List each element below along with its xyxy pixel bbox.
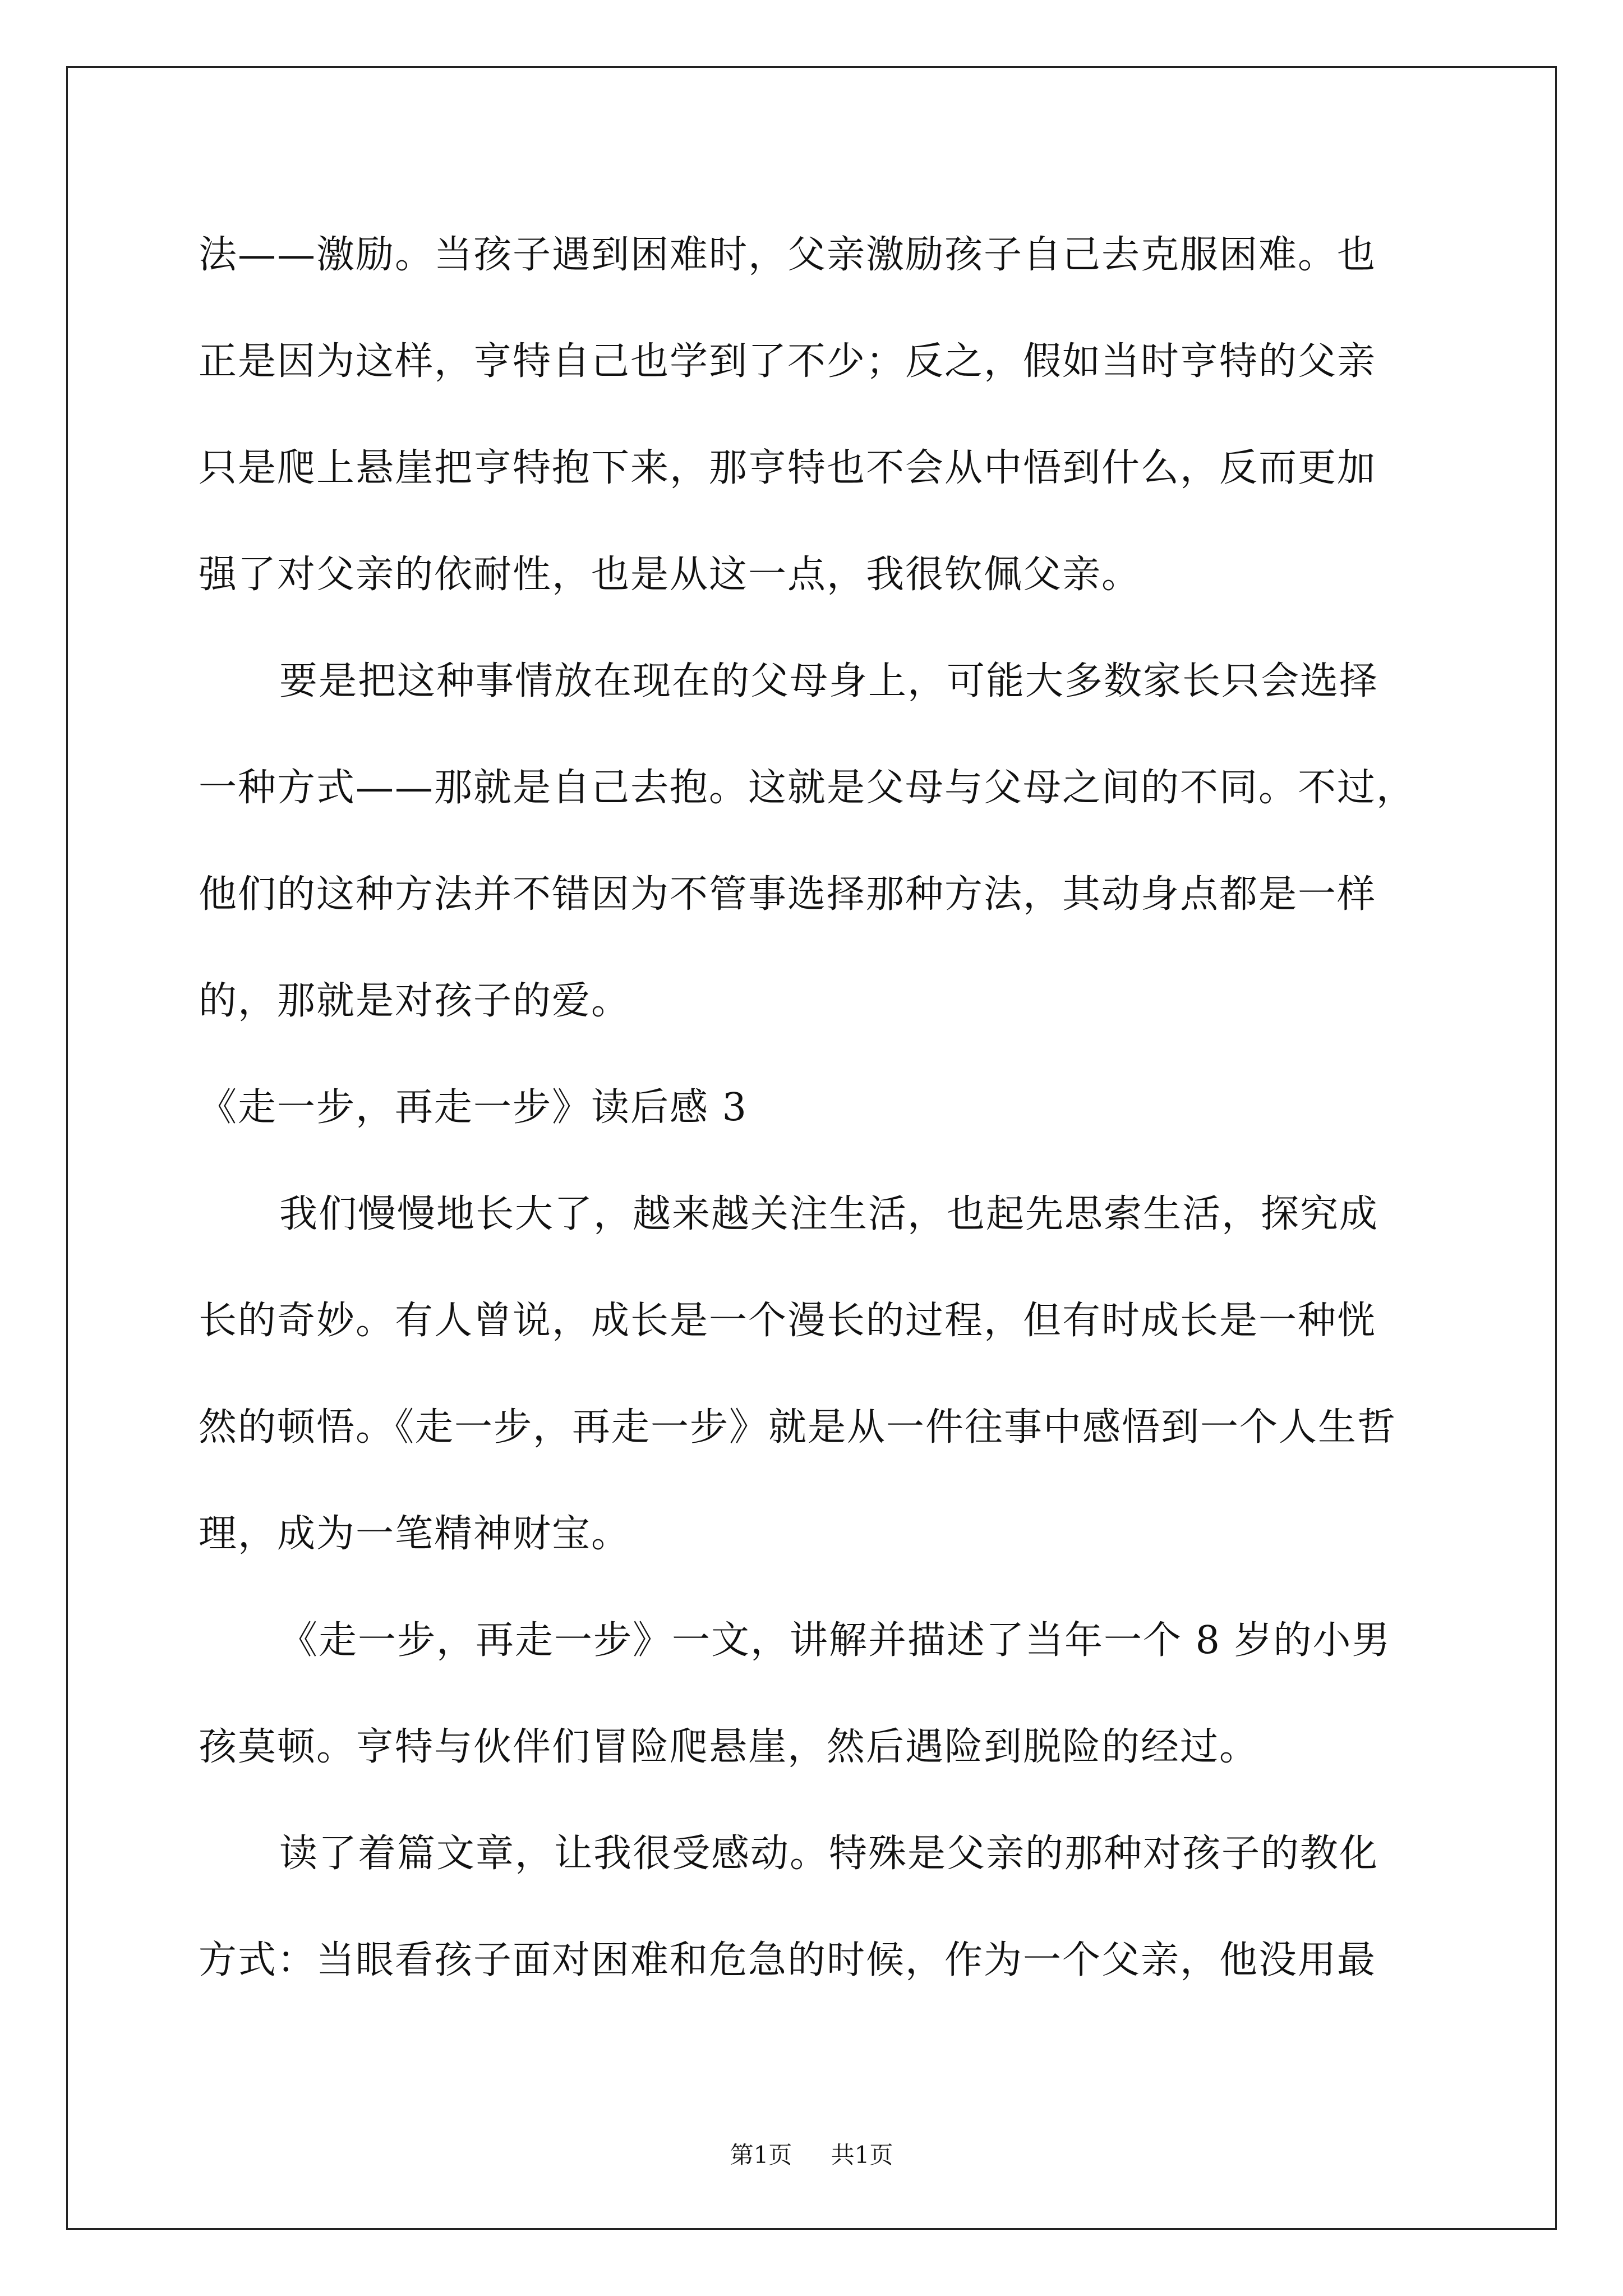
document-body	[199, 202, 1432, 2014]
text-line: 法——激励。当孩子遇到困难时，父亲激励孩子自己去克服困难。也	[199, 233, 1377, 277]
text-line: 只是爬上悬崖把亨特抱下来，那亨特也不会从中悟到什么，反而更加	[199, 446, 1377, 490]
page-number: 第1页	[730, 2141, 792, 2169]
text-line: 正是因为这样，亨特自己也学到了不少；反之，假如当时亨特的父亲	[199, 339, 1377, 384]
text-line: 方式：当眼看孩子面对困难和危急的时候，作为一个父亲，他没用最	[199, 1938, 1377, 1982]
text-line: 强了对父亲的依耐性，也是从这一点，我很钦佩父亲。	[199, 553, 1141, 597]
text-line: 孩莫顿。亨特与伙伴们冒险爬悬崖，然后遇险到脱险的经过。	[199, 1725, 1259, 1769]
text-line: 一种方式——那就是自己去抱。这就是父母与父母之间的不同。不过，	[199, 766, 1416, 810]
text-line: 然的顿悟。《走一步，再走一步》就是从一件往事中感悟到一个人生哲	[199, 1405, 1397, 1450]
text-line: 他们的这种方法并不错因为不管事选择那种方法，其动身点都是一样	[199, 872, 1377, 917]
text-line: 读了着篇文章，让我很受感动。特殊是父亲的那种对孩子的教化	[279, 1832, 1379, 1876]
text-line: 长的奇妙。有人曾说，成长是一个漫长的过程，但有时成长是一种恍	[199, 1299, 1377, 1343]
text-line: 我们慢慢地长大了，越来越关注生活，也起先思索生活，探究成	[279, 1192, 1379, 1236]
text-line: 《走一步，再走一步》一文，讲解并描述了当年一个 8 岁的小男	[279, 1618, 1391, 1663]
text-line: 要是把这种事情放在现在的父母身上，可能大多数家长只会选择	[279, 659, 1379, 703]
text-line: 的，那就是对孩子的爱。	[199, 979, 631, 1023]
section-heading: 《走一步，再走一步》读后感 3	[199, 1085, 748, 1130]
page-total: 共1页	[831, 2141, 893, 2169]
page-footer	[0, 2138, 1623, 2172]
text-line: 理，成为一笔精神财宝。	[199, 1512, 631, 1556]
